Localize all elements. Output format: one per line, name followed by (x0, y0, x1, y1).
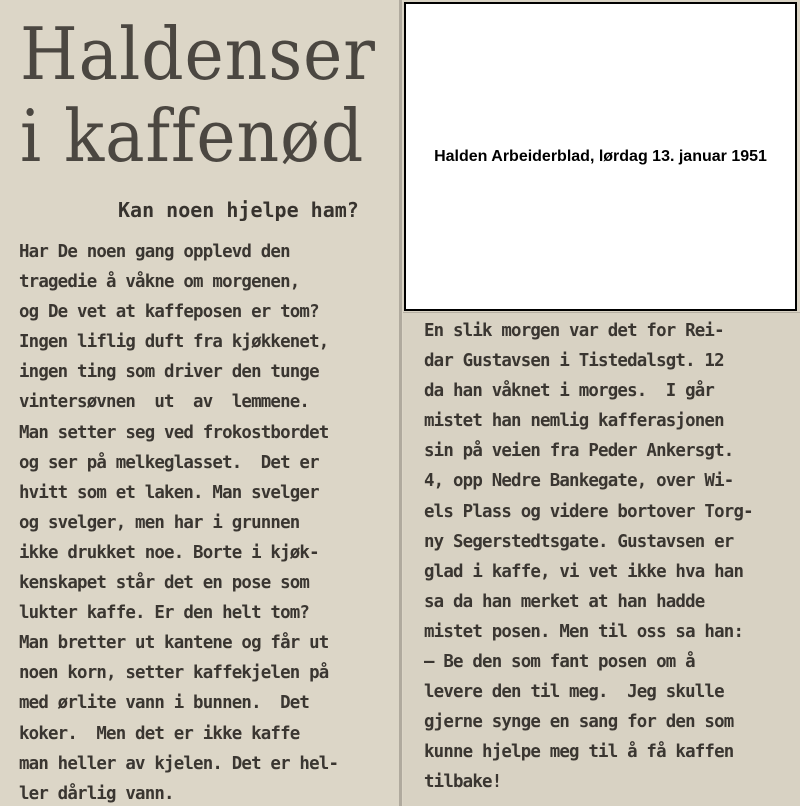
text-line: tragedie å våkne om morgenen, (19, 272, 300, 293)
text-line: mistet posen. Men til oss sa han: (424, 621, 744, 642)
text-line: glad i kaffe, vi vet ikke hva han (424, 561, 744, 582)
caption-text: Halden Arbeiderblad, lørdag 13. januar 1951 (434, 148, 767, 165)
text-line: gjerne synge en sang for den som (424, 712, 734, 733)
text-line: og ser på melkeglasset. Det er (19, 452, 319, 473)
text-line: els Plass og videre bortover Torg- (424, 501, 753, 522)
text-line: — Be den som fant posen om å (424, 652, 695, 673)
text-line: levere den til meg. Jeg skulle (424, 682, 724, 703)
text-line: Ingen liflig duft fra kjøkkenet, (19, 332, 329, 353)
text-line: ny Segerstedtsgate. Gustavsen er (424, 531, 734, 552)
text-line: og De vet at kaffeposen er tom? (19, 302, 319, 323)
headline-line-1: Haldenser (20, 12, 376, 96)
text-line: dar Gustavsen i Tistedalsgt. 12 (424, 351, 724, 372)
text-line: 4, opp Nedre Bankegate, over Wi- (424, 471, 734, 492)
left-column-text (19, 237, 399, 806)
text-line: og svelger, men har i grunnen (19, 512, 300, 533)
text-line: ikke drukket noe. Borte i kjøk- (19, 542, 319, 563)
text-line: Man bretter ut kantene og får ut (19, 633, 329, 654)
right-column-text (424, 316, 796, 798)
headline-line-2: i kaffenød (20, 94, 365, 178)
column-divider (399, 0, 402, 806)
text-line: ler dårlig vann. (19, 783, 174, 804)
clipping-top-edge (403, 312, 800, 313)
text-line: mistet han nemlig kafferasjonen (424, 411, 724, 432)
article-right-clipping (403, 312, 800, 806)
text-line: koker. Men det er ikke kaffe (19, 723, 300, 744)
text-line: lukter kaffe. Er den helt tom? (19, 603, 310, 624)
text-line: Man setter seg ved frokostbordet (19, 422, 329, 443)
text-line: noen korn, setter kaffekjelen på (19, 663, 329, 684)
text-line: tilbake! (424, 772, 502, 793)
subheading: Kan noen hjelpe ham? (118, 198, 359, 222)
text-line: ingen ting som driver den tunge (19, 362, 319, 383)
text-line: kunne hjelpe meg til å få kaffen (424, 742, 734, 763)
text-line: hvitt som et laken. Man svelger (19, 482, 319, 503)
text-line: med ørlite vann i bunnen. Det (19, 693, 310, 714)
text-line: vintersøvnen ut av lemmene. (19, 392, 310, 413)
text-line: Har De noen gang opplevd den (19, 242, 290, 262)
text-line: man heller av kjelen. Det er hel- (19, 753, 339, 774)
text-line: kenskapet står det en pose som (19, 573, 310, 594)
text-line: sa da han merket at han hadde (424, 591, 705, 612)
caption-box (404, 2, 797, 311)
text-line: sin på veien fra Peder Ankersgt. (424, 441, 734, 462)
text-line: da han våknet i morges. I går (424, 381, 715, 402)
text-line: En slik morgen var det for Rei- (424, 321, 724, 341)
